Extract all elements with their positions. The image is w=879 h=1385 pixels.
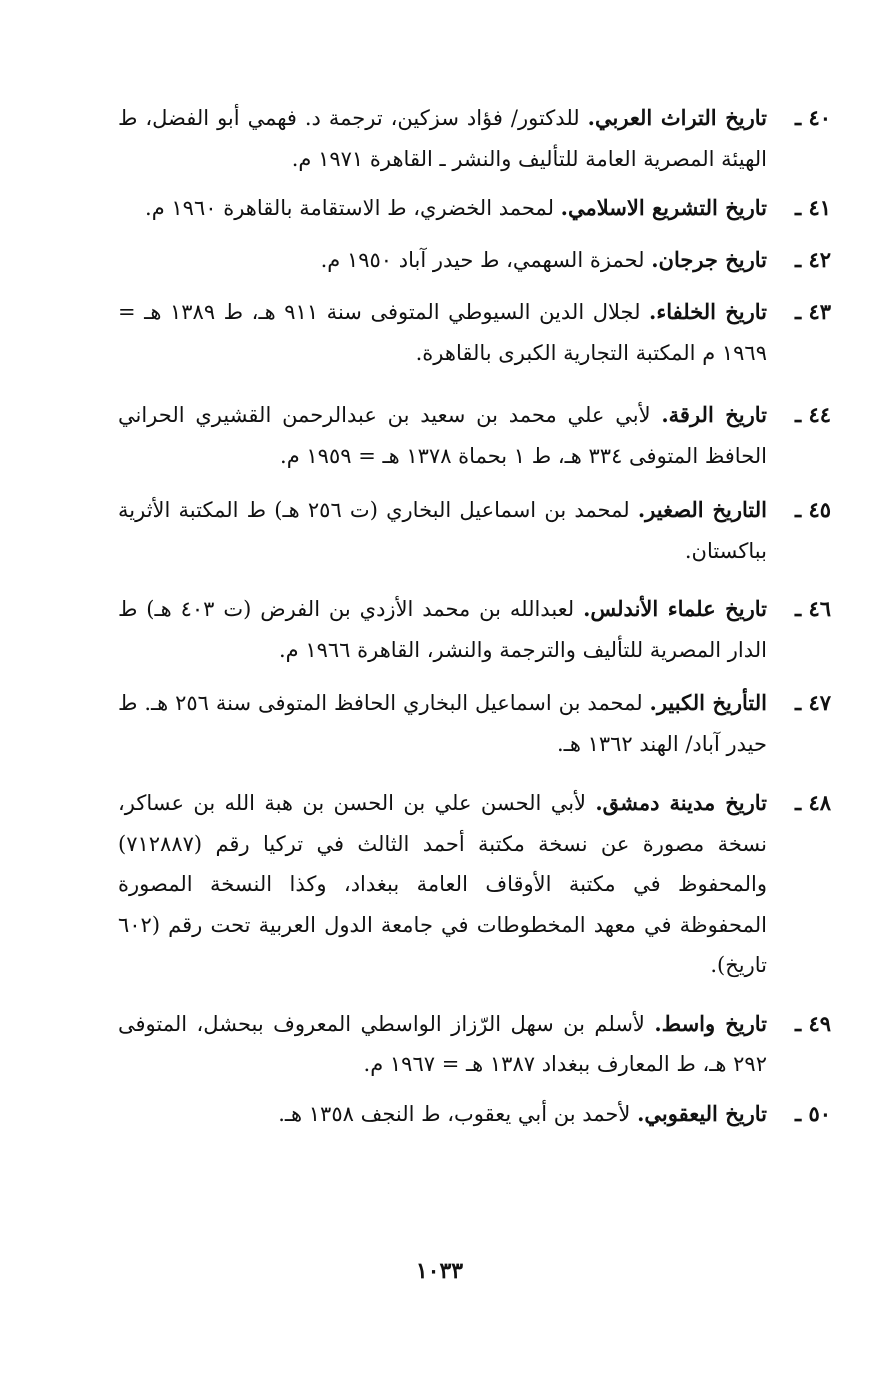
entry-number: ٤٧ ـ: [794, 690, 831, 715]
entry-number: ٤٠ ـ: [794, 105, 831, 130]
bibliography-entry: [118, 783, 831, 986]
bibliography-entry: [118, 395, 831, 476]
entry-details: لأسلم بن سهل الرّزاز الواسطي المعروف ببحشل، المتوفى ٢٩٢ هـ، ط المعارف ببغداد ١٣٨٧ هـ = ١٩٦٧ م.: [118, 1011, 767, 1076]
entry-details: لمحمد بن اسماعيل البخاري الحافظ المتوفى سنة ٢٥٦ هـ. ط حيدر آباد/ الهند ١٣٦٢ هـ.: [118, 691, 767, 756]
entry-details: للدكتور/ فؤاد سزكين، ترجمة د. فهمي أبو الفضل، ط الهيئة المصرية العامة للتأليف والنشر ـ القاهرة ١٩٧١ م.: [118, 106, 767, 171]
bibliography-entry: [118, 683, 831, 764]
entry-title: التاريخ الصغير.: [637, 497, 767, 522]
entry-title: تاريخ التراث العربي.: [587, 105, 767, 130]
entry-number: ٥٠ ـ: [794, 1100, 831, 1126]
entry-details: لأحمد بن أبي يعقوب، ط النجف ١٣٥٨ هـ.: [278, 1101, 631, 1126]
bibliography-entry: [118, 1004, 831, 1085]
bibliography-entry: [118, 490, 831, 571]
entry-title: تاريخ التشريع الاسلامي.: [560, 195, 767, 220]
bibliography-entry: [118, 98, 831, 179]
entry-title: تاريخ اليعقوبي.: [637, 1100, 767, 1126]
entry-details: لأبي الحسن علي بن الحسن بن هبة الله بن عساكر، نسخة مصورة عن نسخة مكتبة أحمد الثالث في تركيا رقم (٧١٢٨٨٧) والمحفوظ في مكتبة الأوقاف العامة ببغداد، وكذا النسخة المصورة المحفوظة في معهد المخطوطات في جامعة الدول العربية تحت رقم (٦٠٢ تاريخ).: [118, 791, 767, 977]
entry-number: ٤٥ ـ: [794, 497, 831, 522]
entry-title: تاريخ الخلفاء.: [649, 299, 767, 324]
entry-number: ٤٣ ـ: [794, 299, 831, 324]
entry-number: ٤٨ ـ: [794, 790, 831, 815]
entry-title: تاريخ مدينة دمشق.: [595, 790, 767, 815]
entry-title: تاريخ علماء الأندلس.: [583, 596, 767, 621]
entry-details: لجلال الدين السيوطي المتوفى سنة ٩١١ هـ، ط ١٣٨٩ هـ = ١٩٦٩ م المكتبة التجارية الكبرى بالقاهرة.: [118, 300, 767, 365]
entry-details: لمحمد بن اسماعيل البخاري (ت ٢٥٦ هـ) ط المكتبة الأثرية بباكستان.: [118, 498, 767, 563]
entry-number: ٤١ ـ: [794, 195, 831, 220]
entry-details: لمحمد الخضري، ط الاستقامة بالقاهرة ١٩٦٠ م.: [145, 196, 554, 220]
entry-number: ٤٢ ـ: [794, 246, 831, 272]
entry-title: تاريخ جرجان.: [651, 246, 767, 272]
page-number: ١٠٣٣: [415, 1258, 464, 1284]
entry-title: تاريخ الرقة.: [661, 402, 767, 427]
entry-title: تاريخ واسط.: [654, 1010, 767, 1036]
entry-details: لعبدالله بن محمد الأزدي بن الفرض (ت ٤٠٣ هـ) ط الدار المصرية للتأليف والترجمة والنشر، القاهرة ١٩٦٦ م.: [118, 597, 767, 662]
bibliography-entry: [118, 589, 831, 670]
bibliography-entry: [118, 292, 831, 373]
bibliography-entry: [118, 240, 831, 281]
entry-title: التأريخ الكبير.: [649, 690, 767, 715]
entry-details: لحمزة السهمي، ط حيدر آباد ١٩٥٠ م.: [320, 247, 645, 272]
entry-details: لأبي علي محمد بن سعيد بن عبدالرحمن القشيري الحراني الحافظ المتوفى ٣٣٤ هـ، ط ١ بحماة ١٣٧٨ هـ = ١٩٥٩ م.: [118, 403, 767, 468]
bibliography-list: [118, 98, 831, 1134]
entry-number: ٤٩ ـ: [794, 1010, 831, 1036]
entry-number: ٤٦ ـ: [794, 596, 831, 621]
entry-number: ٤٤ ـ: [794, 402, 831, 427]
bibliography-entry: [118, 188, 831, 229]
bibliography-entry: [118, 1094, 831, 1135]
